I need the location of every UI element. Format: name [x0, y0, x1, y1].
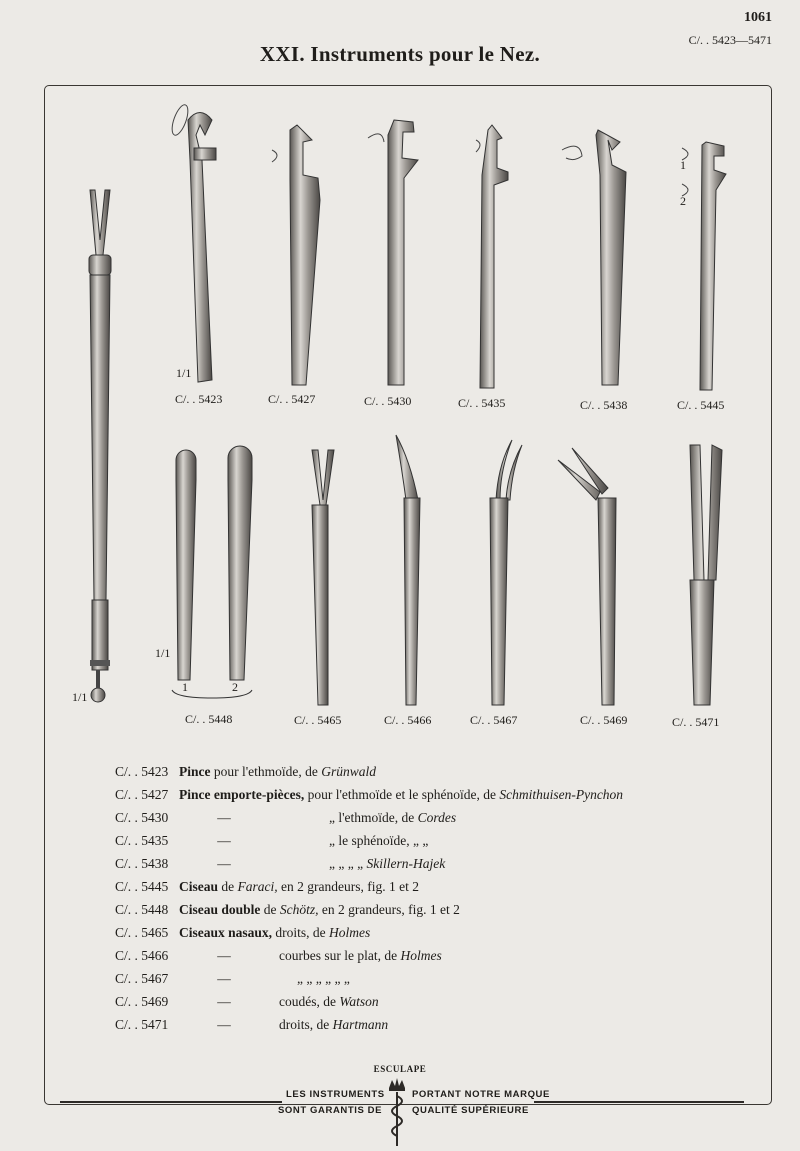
scale-mark: 1/1	[155, 646, 171, 660]
legend-code: C/. . 5467	[115, 971, 169, 986]
legend-dash: —	[217, 833, 231, 848]
legend-row	[115, 879, 735, 902]
fig-number: 2	[680, 194, 686, 208]
warranty-line2-left: SONT GARANTIS DE	[278, 1105, 383, 1116]
legend-text: pour l'ethmoïde, de	[210, 764, 322, 779]
footer-rule-left	[60, 1101, 282, 1103]
legend-author: Skillern-Hajek	[366, 856, 446, 871]
instrument-5467-illustration	[490, 440, 522, 705]
long-forceps-illustration	[89, 190, 111, 702]
instrument-5469-illustration	[558, 448, 616, 705]
figure-label: C/. . 5465	[294, 713, 342, 727]
legend-row	[115, 994, 735, 1017]
legend-row	[115, 925, 735, 948]
legend-text: „ l'ethmoïde, de	[329, 810, 418, 825]
legend-code: C/. . 5448	[115, 902, 169, 917]
legend-text: „ „ „ „ „ „	[297, 971, 350, 986]
legend-author: Grünwald	[321, 764, 377, 779]
warranty-line2-right: QUALITÉ SUPÉRIEURE	[412, 1105, 529, 1116]
warranty-line1-left: LES INSTRUMENTS	[286, 1089, 385, 1100]
figure-label: C/. . 5448	[185, 712, 233, 726]
legend-text: „ le sphénoïde, „ „	[329, 833, 429, 848]
figure-label: C/. . 5467	[470, 713, 518, 727]
legend-code: C/. . 5423	[115, 764, 169, 779]
page-number: 1061	[744, 10, 772, 25]
brand-name: ESCULAPE	[373, 1064, 427, 1074]
legend-author: Holmes	[329, 925, 371, 940]
legend-author: Schmithuisen-Pynchon	[499, 787, 624, 802]
legend-author: Watson	[339, 994, 379, 1009]
legend-author: Cordes	[417, 810, 457, 825]
instrument-5465-illustration	[312, 450, 334, 705]
instrument-5438-illustration	[562, 130, 626, 385]
footer-rule-right	[534, 1101, 744, 1103]
figure-label: C/. . 5466	[384, 713, 432, 727]
legend-tail: en 2 grandeurs, fig. 1 et 2	[277, 879, 419, 894]
scale-mark: 1/1	[176, 366, 192, 380]
legend-text: droits, de	[272, 925, 330, 940]
legend-row	[115, 764, 735, 787]
legend-name: Ciseau double	[179, 902, 261, 917]
page-title: XXI. Instruments pour le Nez.	[259, 42, 541, 66]
legend-code: C/. . 5435	[115, 833, 169, 848]
legend-text: „ „ „ „	[329, 856, 367, 871]
legend-dash: —	[217, 1017, 231, 1032]
legend-author: Holmes	[400, 948, 442, 963]
legend-name: Pince emporte-pièces,	[179, 787, 305, 802]
instrument-5423-illustration	[169, 103, 216, 382]
instrument-5430-illustration	[368, 120, 418, 385]
fig-number: 1	[680, 158, 686, 172]
legend-name: Ciseaux nasaux,	[179, 925, 273, 940]
legend-code: C/. . 5471	[115, 1017, 169, 1032]
legend-code: C/. . 5427	[115, 787, 169, 802]
legend-code: C/. . 5466	[115, 948, 169, 963]
legend-text: pour l'ethmoïde et le sphénoïde, de	[304, 787, 500, 802]
legend-dash: —	[217, 994, 231, 1009]
instrument-5427-illustration	[272, 125, 320, 385]
legend-author: Faraci,	[237, 879, 278, 894]
legend-row	[115, 810, 735, 833]
legend-dash: —	[217, 810, 231, 825]
legend-text: droits, de	[279, 1017, 333, 1032]
instrument-5471-illustration	[690, 445, 722, 705]
figure-label: C/. . 5423	[175, 392, 223, 406]
legend-row	[115, 1017, 735, 1040]
figure-label: C/. . 5435	[458, 396, 506, 410]
legend-code: C/. . 5465	[115, 925, 169, 940]
legend-dash: —	[217, 856, 231, 871]
figure-label: C/. . 5445	[677, 398, 725, 412]
legend-code: C/. . 5445	[115, 879, 169, 894]
instrument-5435-illustration	[476, 125, 508, 388]
legend-text: coudés, de	[279, 994, 340, 1009]
legend-list	[115, 764, 735, 1040]
esculape-emblem-icon	[384, 1076, 410, 1148]
fig-number: 2	[232, 680, 238, 694]
instrument-5445-illustration	[682, 142, 726, 390]
legend-dash: —	[217, 948, 231, 963]
legend-row	[115, 856, 735, 879]
instrument-5448-illustration	[172, 446, 252, 698]
fig-number: 1	[182, 680, 188, 694]
legend-code: C/. . 5438	[115, 856, 169, 871]
legend-code: C/. . 5430	[115, 810, 169, 825]
legend-author: Hartmann	[332, 1017, 389, 1032]
figure-label: C/. . 5430	[364, 394, 412, 408]
legend-text: de	[260, 902, 280, 917]
figure-label: C/. . 5438	[580, 398, 628, 412]
legend-dash: —	[217, 971, 231, 986]
legend-name: Pince	[179, 764, 211, 779]
legend-row	[115, 971, 735, 994]
figure-label: C/. . 5471	[672, 715, 720, 729]
instrument-5466-illustration	[396, 435, 420, 705]
legend-text: de	[218, 879, 238, 894]
legend-author: Schötz,	[279, 902, 319, 917]
legend-row	[115, 787, 735, 810]
legend-row	[115, 902, 735, 925]
legend-name: Ciseau	[179, 879, 219, 894]
catalog-range: C/. . 5423—5471	[688, 33, 772, 47]
legend-row	[115, 833, 735, 856]
scale-mark: 1/1	[72, 690, 88, 704]
legend-row	[115, 948, 735, 971]
warranty-line1-right: PORTANT NOTRE MARQUE	[412, 1089, 550, 1100]
figure-label: C/. . 5427	[268, 392, 316, 406]
legend-tail: en 2 grandeurs, fig. 1 et 2	[318, 902, 460, 917]
legend-text: courbes sur le plat, de	[279, 948, 401, 963]
figure-label: C/. . 5469	[580, 713, 628, 727]
legend-code: C/. . 5469	[115, 994, 169, 1009]
